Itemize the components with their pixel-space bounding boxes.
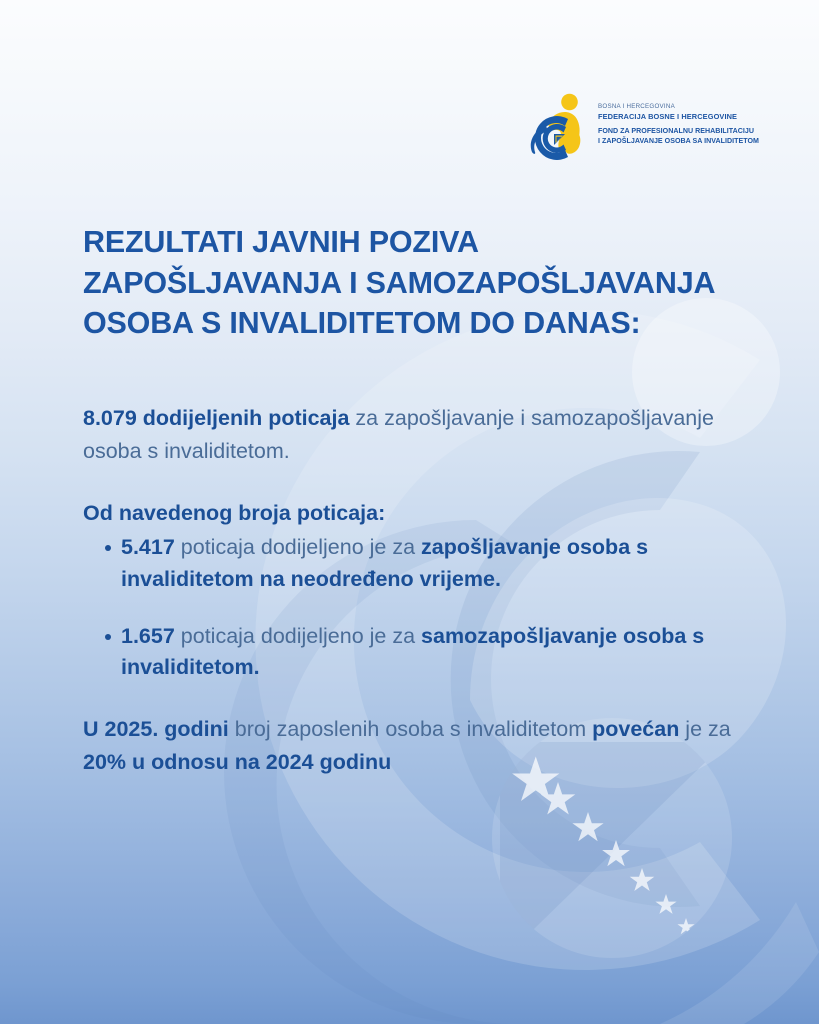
closing-year-label: U 2025. godini (83, 717, 229, 742)
fond-logo-person-wheel-icon (524, 90, 590, 160)
logo-line-fund-1: FOND ZA PROFESIONALNU REHABILITACIJU (598, 127, 754, 136)
organization-logo (524, 88, 759, 162)
list-item (83, 532, 748, 594)
closing-increase-word: povećan (592, 717, 680, 742)
logo-line-federation: FEDERACIJA BOSNE I HERCEGOVINE (598, 111, 738, 121)
intro-rest-text: za zapošljavanje i samozapošljavanje osoba s invaliditetom. (83, 405, 714, 463)
closing-percent: 20% u odnosu na 2024 godinu (83, 750, 392, 775)
breakdown-list (83, 532, 748, 683)
bullet-1-number: 5.417 (121, 535, 175, 560)
bullet-2-middle: poticaja dodijeljeno je za (174, 623, 422, 648)
closing-text-1: broj zaposlenih osoba s invaliditetom (228, 717, 593, 742)
bullet-2-number: 1.657 (121, 623, 175, 648)
closing-text-2: je za (679, 717, 731, 742)
list-item (83, 621, 748, 683)
bullet-1-bold-tail: zapošljavanje osoba s invaliditetom na neodređeno vrijeme. (121, 535, 649, 591)
headline-line-2: ZAPOŠLJAVANJA I SAMOZAPOŠLJAVANJA (83, 265, 716, 300)
logo-text-block (598, 103, 759, 147)
bullet-1-middle: poticaja dodijeljeno je za (174, 535, 422, 560)
watermark-stars (512, 757, 694, 935)
page-title (83, 222, 748, 344)
breakdown-label: Od navedenog broja poticaja: (83, 501, 386, 526)
headline-line-3: OSOBA S INVALIDITETOM DO DANAS: (83, 306, 641, 341)
intro-total-incentives: 8.079 dodijeljenih poticaja (83, 405, 350, 430)
intro-paragraph (83, 402, 748, 469)
bullet-2-bold-tail: samozapošljavanje osoba s invaliditetom. (121, 623, 705, 679)
logo-line-fund-2: I ZAPOŠLJAVANJE OSOBA SA INVALIDITETOM (598, 137, 759, 146)
watermark-edge-arc (660, 902, 819, 1024)
closing-paragraph (83, 713, 748, 780)
headline-line-1: REZULTATI JAVNIH POZIVA (83, 225, 479, 259)
logo-line-country: BOSNA I HERCEGOVINA (598, 103, 675, 111)
poster-content (83, 222, 748, 780)
